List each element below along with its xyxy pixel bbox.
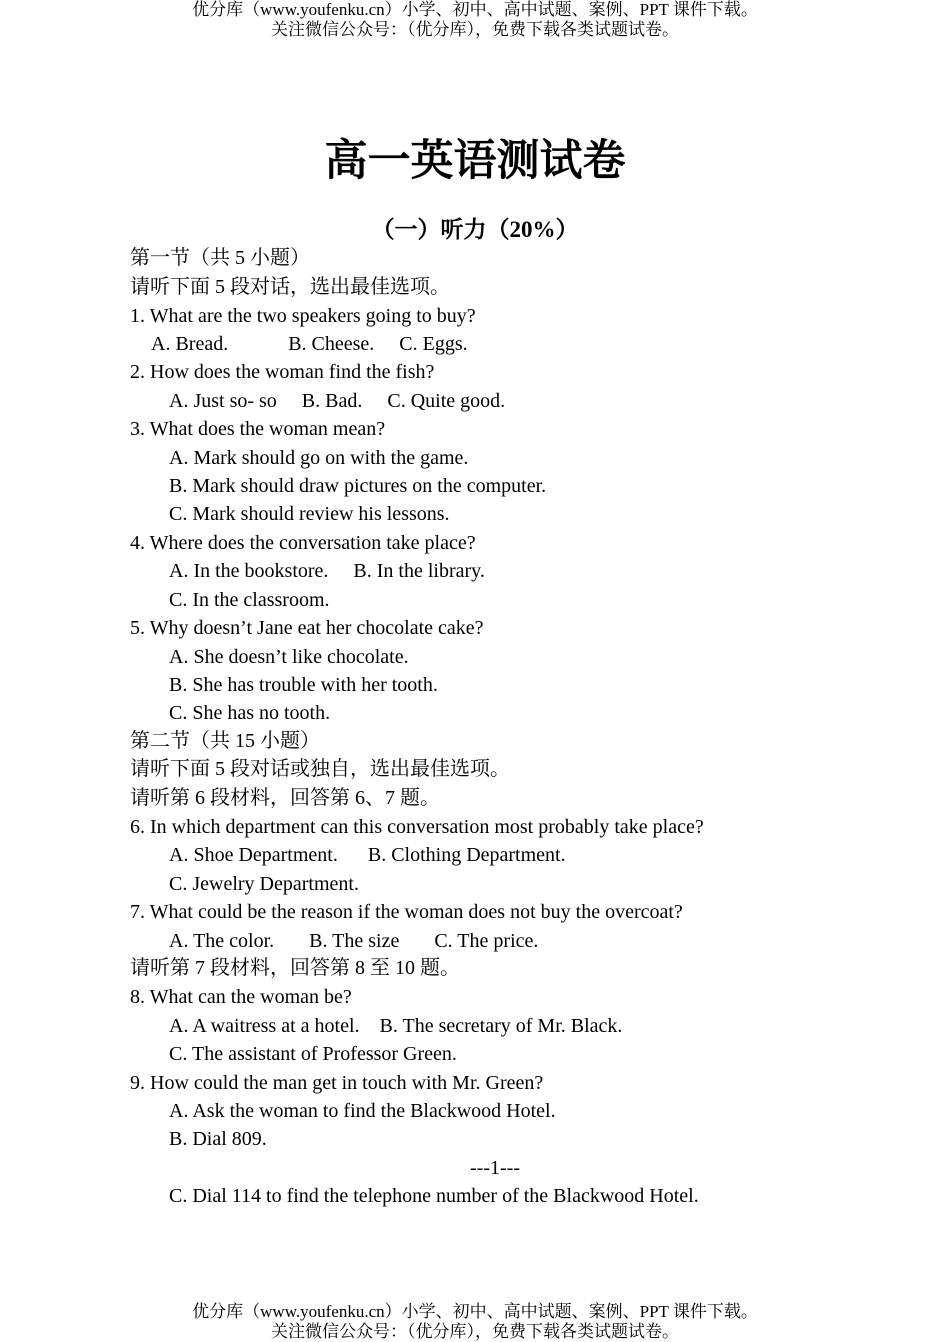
question: 7. What could be the reason if the woman does not buy the overcoat? <box>130 901 683 923</box>
question: 6. In which department can this conversation most probably take place? <box>130 816 704 838</box>
answer-option: A. Ask the woman to find the Blackwood Hotel. <box>169 1100 556 1122</box>
answer-options: A. Bread. B. Cheese. C. Eggs. <box>151 333 468 355</box>
section-title: （一）听力（20%） <box>371 217 579 242</box>
question: 5. Why doesn’t Jane eat her chocolate cake? <box>130 617 484 639</box>
answer-option: C. In the classroom. <box>169 589 330 611</box>
header-line-1: 优分库（www.youfenku.cn）小学、初中、高中试题、案例、PPT 课件下载。 <box>192 0 758 19</box>
answer-option: B. She has trouble with her tooth. <box>169 674 438 696</box>
instruction: 请听第 6 段材料，回答第 6、7 题。 <box>130 787 440 809</box>
question: 2. How does the woman find the fish? <box>130 361 435 383</box>
answer-option: B. Mark should draw pictures on the computer. <box>169 475 547 497</box>
header-line-2: 关注微信公众号：（优分库），免费下载各类试题试卷。 <box>271 20 679 39</box>
answer-options: A. The color. B. The size C. The price. <box>169 930 539 952</box>
instruction: 请听第 7 段材料，回答第 8 至 10 题。 <box>130 957 460 979</box>
question: 9. How could the man get in touch with Mr. Green? <box>130 1072 544 1094</box>
answer-options: A. Shoe Department. B. Clothing Department. <box>169 844 566 866</box>
footer-line-2: 关注微信公众号：（优分库），免费下载各类试题试卷。 <box>271 1322 679 1341</box>
answer-option: C. Jewelry Department. <box>169 873 359 895</box>
footer-line-1: 优分库（www.youfenku.cn）小学、初中、高中试题、案例、PPT 课件下载。 <box>192 1302 758 1321</box>
instruction: 请听下面 5 段对话，选出最佳选项。 <box>130 276 450 298</box>
question: 3. What does the woman mean? <box>130 418 386 440</box>
answer-options: A. A waitress at a hotel. B. The secretary of Mr. Black. <box>169 1015 623 1037</box>
page-number: ---1--- <box>470 1157 520 1179</box>
part-heading: 第一节（共 5 小题） <box>130 247 310 269</box>
answer-option: C. The assistant of Professor Green. <box>169 1043 457 1065</box>
answer-option: C. She has no tooth. <box>169 702 331 724</box>
answer-option: C. Dial 114 to find the telephone number of the Blackwood Hotel. <box>169 1185 699 1207</box>
part-heading: 第二节（共 15 小题） <box>130 730 320 752</box>
answer-options: A. In the bookstore. B. In the library. <box>169 560 485 582</box>
answer-options: A. Just so- so B. Bad. C. Quite good. <box>169 390 506 412</box>
answer-option: A. She doesn’t like chocolate. <box>169 646 409 668</box>
answer-option: A. Mark should go on with the game. <box>169 447 469 469</box>
question: 1. What are the two speakers going to buy? <box>130 305 476 327</box>
question: 4. Where does the conversation take place? <box>130 532 476 554</box>
page-title: 高一英语测试卷 <box>324 138 626 185</box>
instruction: 请听下面 5 段对话或独自，选出最佳选项。 <box>130 758 510 780</box>
question: 8. What can the woman be? <box>130 986 352 1008</box>
answer-option: C. Mark should review his lessons. <box>169 503 450 525</box>
answer-option: B. Dial 809. <box>169 1128 267 1150</box>
